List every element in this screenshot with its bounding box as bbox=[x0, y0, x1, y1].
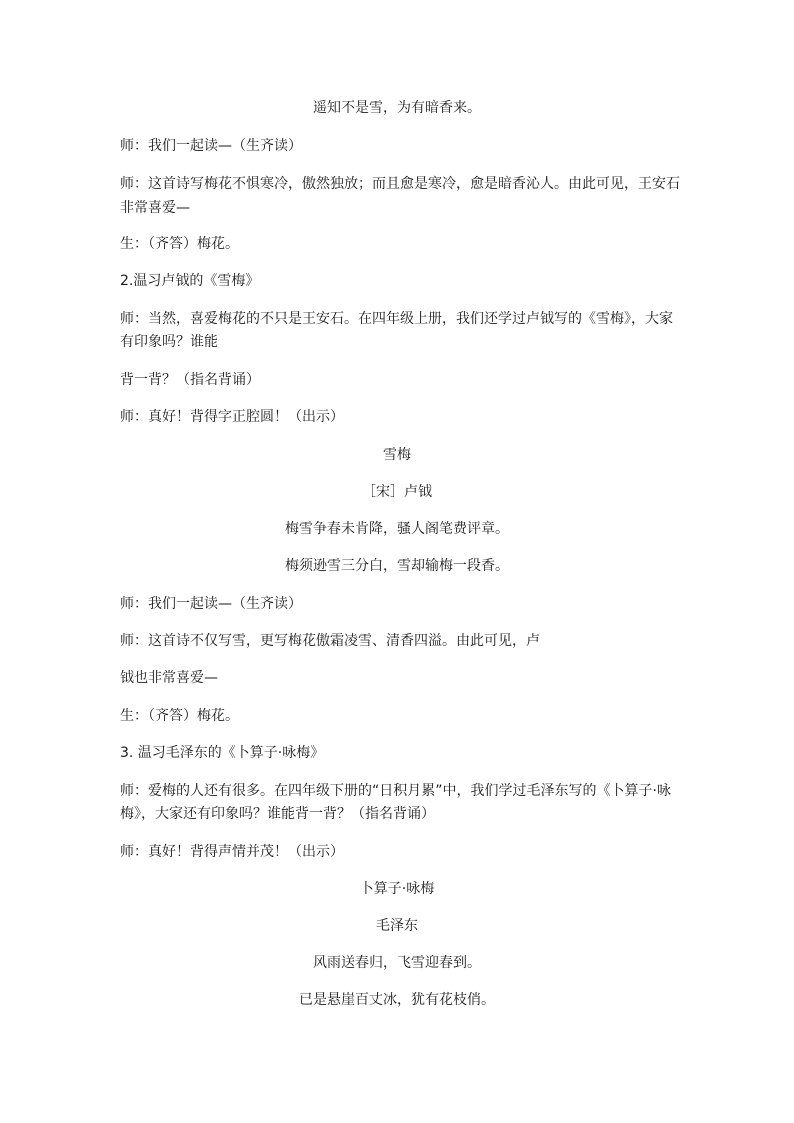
poem-line: 梅须逊雪三分白，雪却输梅一段香。 bbox=[285, 558, 509, 574]
poem-title: 雪梅 bbox=[383, 447, 411, 463]
teacher-line: 师：爱梅的人还有很多。在四年级下册的“日积月累”中，我们学过毛泽东写的《卜算子·咏 bbox=[120, 783, 671, 799]
teacher-line-continued: 非常喜爱— bbox=[120, 200, 190, 216]
poem-line: 遥知不是雪，为有暗香来。 bbox=[313, 100, 481, 116]
poem-title: 卜算子·咏梅 bbox=[359, 881, 435, 897]
teacher-line: 师：这首诗写梅花不惧寒冷，傲然独放；而且愈是寒冷，愈是暗香沁人。由此可见，王安石 bbox=[120, 176, 680, 192]
poem-line: 梅雪争春未肯降，骚人阁笔费评章。 bbox=[285, 521, 509, 537]
teacher-line: 背一背？（指名背诵） bbox=[120, 372, 260, 388]
teacher-line-continued: 钺也非常喜爱— bbox=[120, 670, 218, 686]
poem-author: ［宋］卢钺 bbox=[362, 484, 432, 500]
section-heading: 2.温习卢钺的《雪梅》 bbox=[120, 273, 260, 289]
poem-line: 风雨送春归，飞雪迎春到。 bbox=[313, 955, 481, 971]
section-heading: 3. 温习毛泽东的《卜算子·咏梅》 bbox=[120, 745, 325, 761]
poem-line: 已是悬崖百丈冰，犹有花枝俏。 bbox=[299, 992, 495, 1008]
teacher-line: 师：真好！背得字正腔圆！（出示） bbox=[120, 409, 344, 425]
teacher-line: 师：当然，喜爱梅花的不只是王安石。在四年级上册，我们还学过卢钺写的《雪梅》，大家 bbox=[120, 311, 673, 327]
teacher-line-continued: 有印象吗？谁能 bbox=[120, 334, 218, 350]
teacher-line: 师：真好！背得声情并茂！（出示） bbox=[120, 844, 344, 860]
teacher-line-continued: 梅》，大家还有印象吗？谁能背一背？（指名背诵） bbox=[120, 806, 435, 822]
poem-author: 毛泽东 bbox=[376, 918, 418, 934]
student-line: 生：（齐答）梅花。 bbox=[120, 236, 239, 252]
student-line: 生：（齐答）梅花。 bbox=[120, 708, 239, 724]
teacher-line: 师：我们一起读—（生齐读） bbox=[120, 138, 302, 154]
teacher-line: 师：这首诗不仅写雪，更写梅花傲霜凌雪、清香四溢。由此可见，卢 bbox=[120, 633, 540, 649]
teacher-line: 师：我们一起读—（生齐读） bbox=[120, 596, 302, 612]
